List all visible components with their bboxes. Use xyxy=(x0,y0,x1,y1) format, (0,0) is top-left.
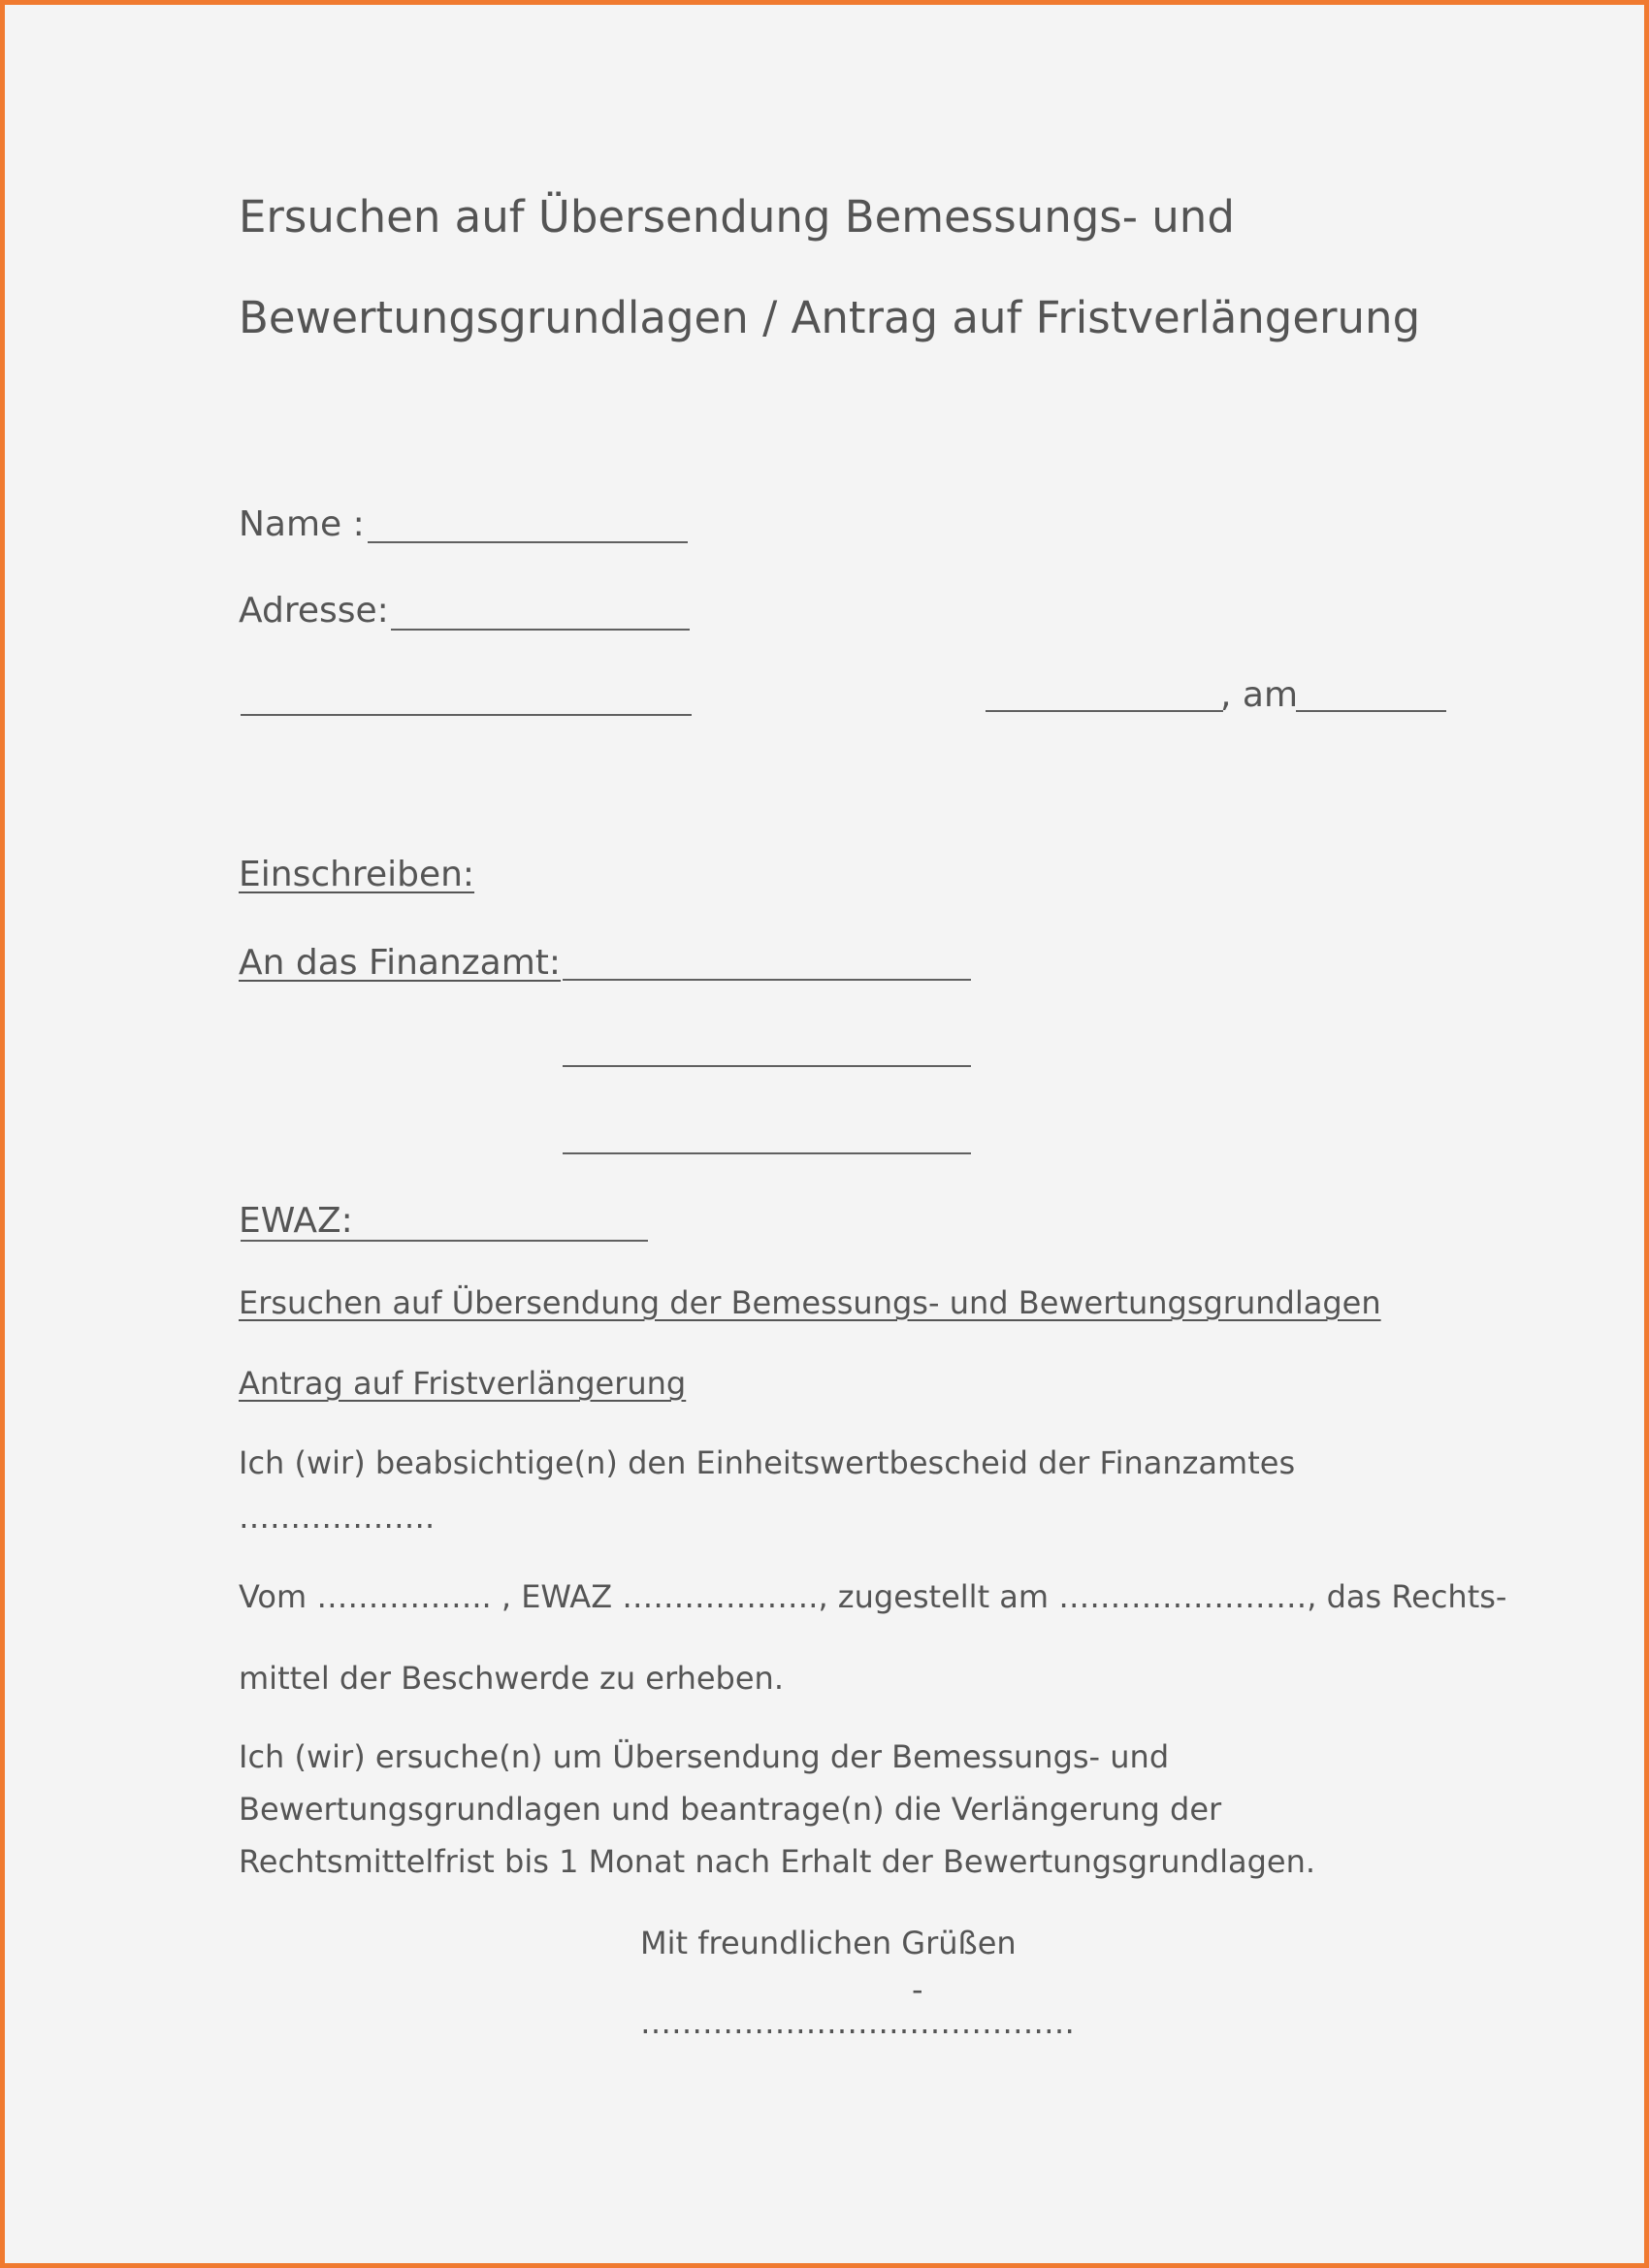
document-title-line-1: Ersuchen auf Übersendung Bemessungs- und xyxy=(239,191,1235,243)
signature-dotted-line[interactable]: …………………………………… xyxy=(640,2004,1075,2041)
registered-mail-label: Einschreiben: xyxy=(239,855,475,894)
date-blank-line[interactable] xyxy=(1296,710,1446,712)
address-label: Adresse: xyxy=(239,591,389,631)
closing-mark: - xyxy=(912,1971,923,2008)
tax-office-blank-line-3[interactable] xyxy=(563,1152,971,1154)
document-title-line-2: Bewertungsgrundlagen / Antrag auf Fristverlängerung xyxy=(239,292,1421,343)
body-paragraph-3-line-2: Bewertungsgrundlagen und beantrage(n) die Verlängerung der xyxy=(239,1791,1222,1828)
address-blank-line[interactable] xyxy=(391,629,690,631)
body-paragraph-2-line-2: mittel der Beschwerde zu erheben. xyxy=(239,1660,784,1697)
place-blank-line[interactable] xyxy=(986,710,1223,712)
tax-office-blank-line-2[interactable] xyxy=(563,1065,971,1067)
body-paragraph-3-line-1: Ich (wir) ersuche(n) um Übersendung der Bemessungs- und xyxy=(239,1738,1170,1775)
body-paragraph-2-line-1: Vom …………….. , EWAZ ………………., zugestellt am ……………………, das Rechts- xyxy=(239,1578,1507,1615)
tax-office-blank-line-1[interactable] xyxy=(563,979,971,981)
tax-office-label: An das Finanzamt: xyxy=(239,943,562,983)
body-paragraph-3-line-3: Rechtsmittelfrist bis 1 Monat nach Erhalt der Bewertungsgrundlagen. xyxy=(239,1843,1316,1880)
body-paragraph-1-line-1: Ich (wir) beabsichtige(n) den Einheitswertbescheid der Finanzamtes xyxy=(239,1444,1296,1481)
address-line-2-blank[interactable] xyxy=(241,714,692,716)
closing-greeting: Mit freundlichen Grüßen xyxy=(640,1925,1017,1961)
body-paragraph-1-dots: ………………. xyxy=(239,1499,436,1536)
subject-line-1: Ersuchen auf Übersendung der Bemessungs- und Bewertungsgrundlagen xyxy=(239,1284,1381,1321)
date-separator-label: , am xyxy=(1220,675,1299,715)
ewaz-label: EWAZ: xyxy=(239,1201,353,1241)
name-blank-line[interactable] xyxy=(368,541,688,543)
subject-line-2: Antrag auf Fristverlängerung xyxy=(239,1365,687,1402)
name-label: Name : xyxy=(239,504,365,544)
ewaz-blank-line[interactable] xyxy=(241,1240,648,1242)
